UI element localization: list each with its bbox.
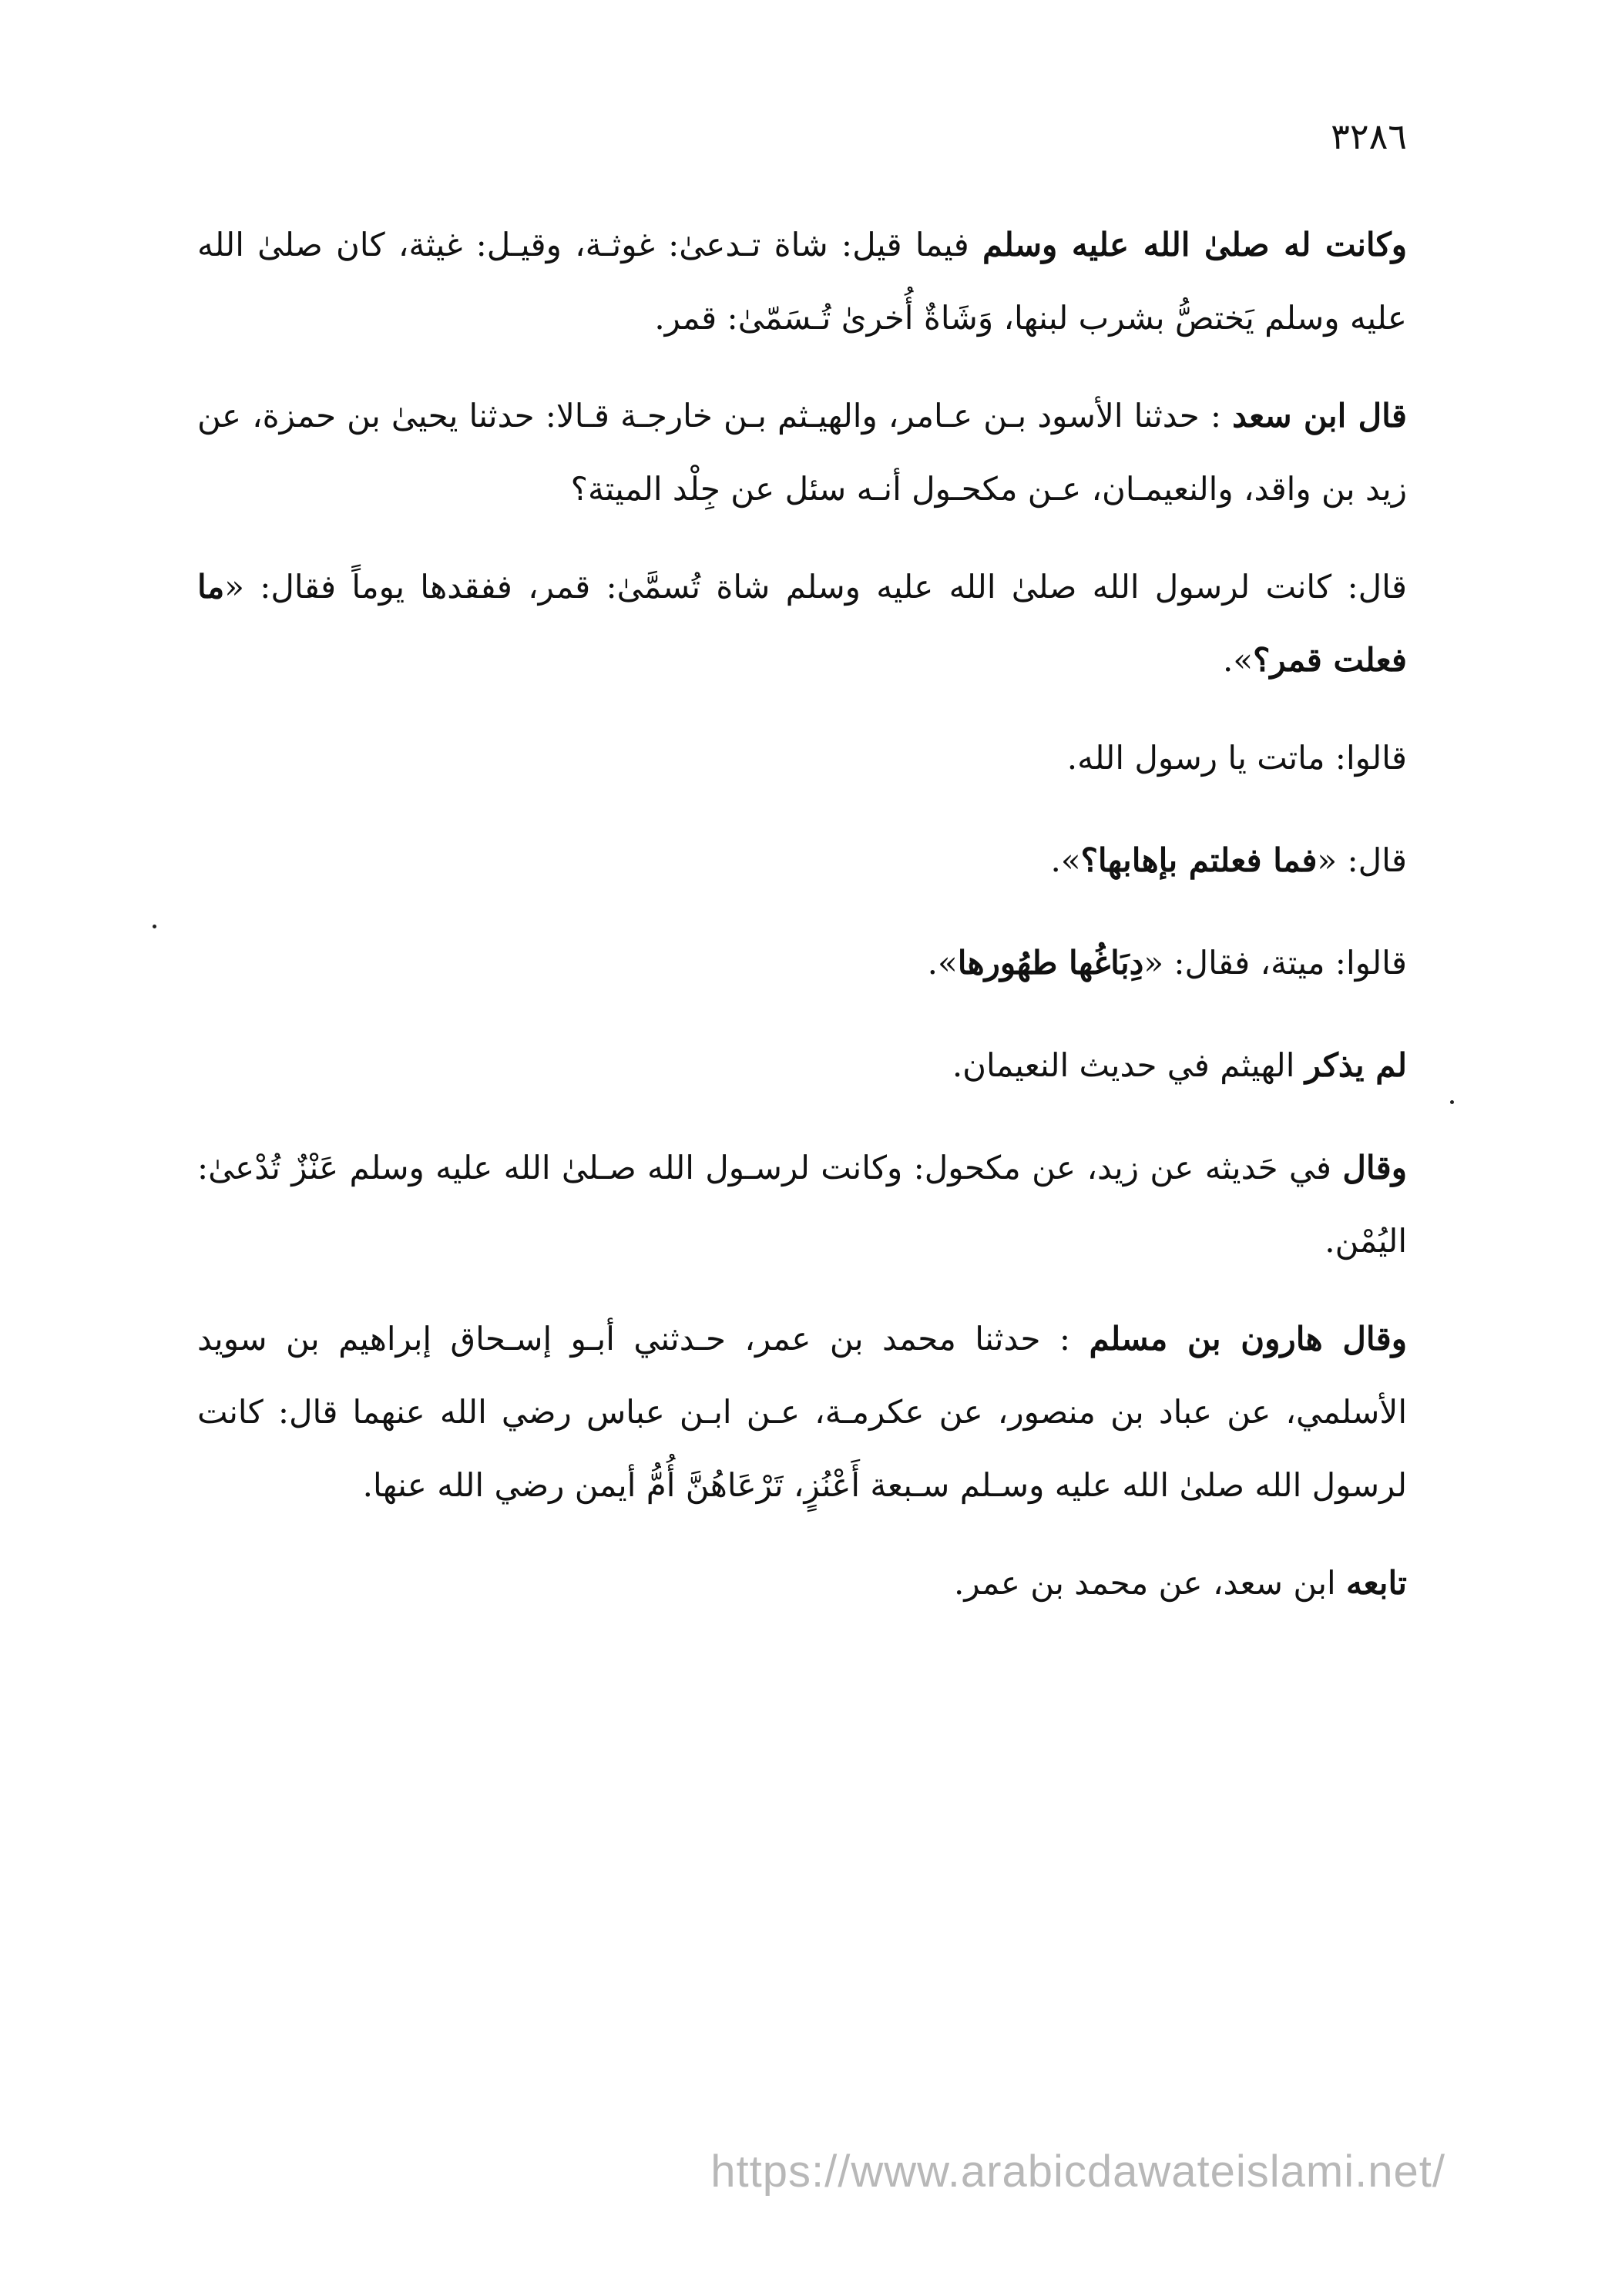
prophetic-quote: ما فعلت قمر؟ <box>197 568 1407 679</box>
paragraph-text: ». <box>1050 841 1081 879</box>
footer-url: https://www.arabicdawateislami.net/ <box>710 2147 1445 2197</box>
paragraph-text: قال: كانت لرسول الله صلىٰ الله عليه وسلم شاة تُسمَّىٰ: قمر، ففقدها يوماً فقال: « <box>224 568 1407 606</box>
paragraph-10 <box>197 1546 1407 1620</box>
paragraph-lead: وقال <box>1342 1149 1407 1187</box>
prophetic-quote: فما فعلتم بإهابها؟ <box>1080 841 1318 879</box>
paragraph-text: قالوا: ميتة، فقال: « <box>1143 944 1407 982</box>
paragraph-text: : حدثنا الأسود بـن عـامر، والهيـثم بـن خارجـة قـالا: حدثنا يحيىٰ بن حمزة، عن زيد بن واقد، والنعيمـان، عـن مكحـول أنـه سئل عن جِلْد الميتة؟ <box>197 397 1407 508</box>
paragraph-6 <box>197 926 1407 999</box>
paragraph-text: قال: « <box>1317 841 1407 879</box>
paragraph-1 <box>197 208 1407 354</box>
paragraph-text: في حَديثه عن زيد، عن مكحول: وكانت لرسـول الله صـلىٰ الله عليه وسلم عَنْزٌ تُدْعىٰ: اليُمْن. <box>197 1149 1407 1260</box>
paragraph-text: قالوا: ماتت يا رسول الله. <box>1066 739 1407 777</box>
paragraph-text: : حدثنا محمد بن عمر، حـدثني أبـو إسـحاق إبراهيم بن سويد الأسلمي، عن عباد بن منصور، عن عكرمـة، عـن ابـن عباس رضي الله عنهما قال: كانت لرسول الله صلىٰ الله عليه وسـلم سـبعة أَعْنُزٍ، تَرْعَاهُنَّ أُمُّ أيمن رضي الله عنها. <box>197 1320 1407 1504</box>
scan-speck <box>153 925 156 928</box>
paragraph-text: ». <box>927 944 958 982</box>
scan-speck <box>1450 1100 1454 1104</box>
paragraph-lead: وكانت له صلىٰ الله عليه وسلم <box>982 226 1407 264</box>
paragraph-7 <box>197 1029 1407 1102</box>
paragraph-text: ابن سعد، عن محمد بن عمر. <box>954 1564 1347 1602</box>
paragraph-text: ». <box>1223 641 1254 679</box>
paragraph-text: فيما قيل: شاة تـدعىٰ: غوثـة، وقيـل: غيثة، كان صلىٰ الله عليه وسلم يَختصُّ بشرب لبنها، وَشَاةٌ أُخرىٰ تُـسَمّىٰ: قمر. <box>197 226 1407 337</box>
paragraph-4 <box>197 721 1407 794</box>
paragraph-8 <box>197 1131 1407 1277</box>
paragraph-lead: تابعه <box>1346 1564 1407 1602</box>
paragraph-5 <box>197 824 1407 897</box>
page-number: ٣٢٨٦ <box>1331 116 1407 157</box>
paragraph-2 <box>197 379 1407 525</box>
paragraph-lead: وقال هارون بن مسلم <box>1089 1320 1408 1358</box>
prophetic-quote: دِبَاغُها طهُورها <box>957 944 1144 982</box>
paragraph-9 <box>197 1302 1407 1522</box>
paragraph-text: الهيثم في حديث النعيمان. <box>952 1046 1305 1084</box>
paragraph-3 <box>197 550 1407 697</box>
body-text <box>197 208 1407 1644</box>
paragraph-lead: قال ابن سعد <box>1232 397 1407 435</box>
paragraph-lead: لم يذكر <box>1304 1046 1407 1084</box>
